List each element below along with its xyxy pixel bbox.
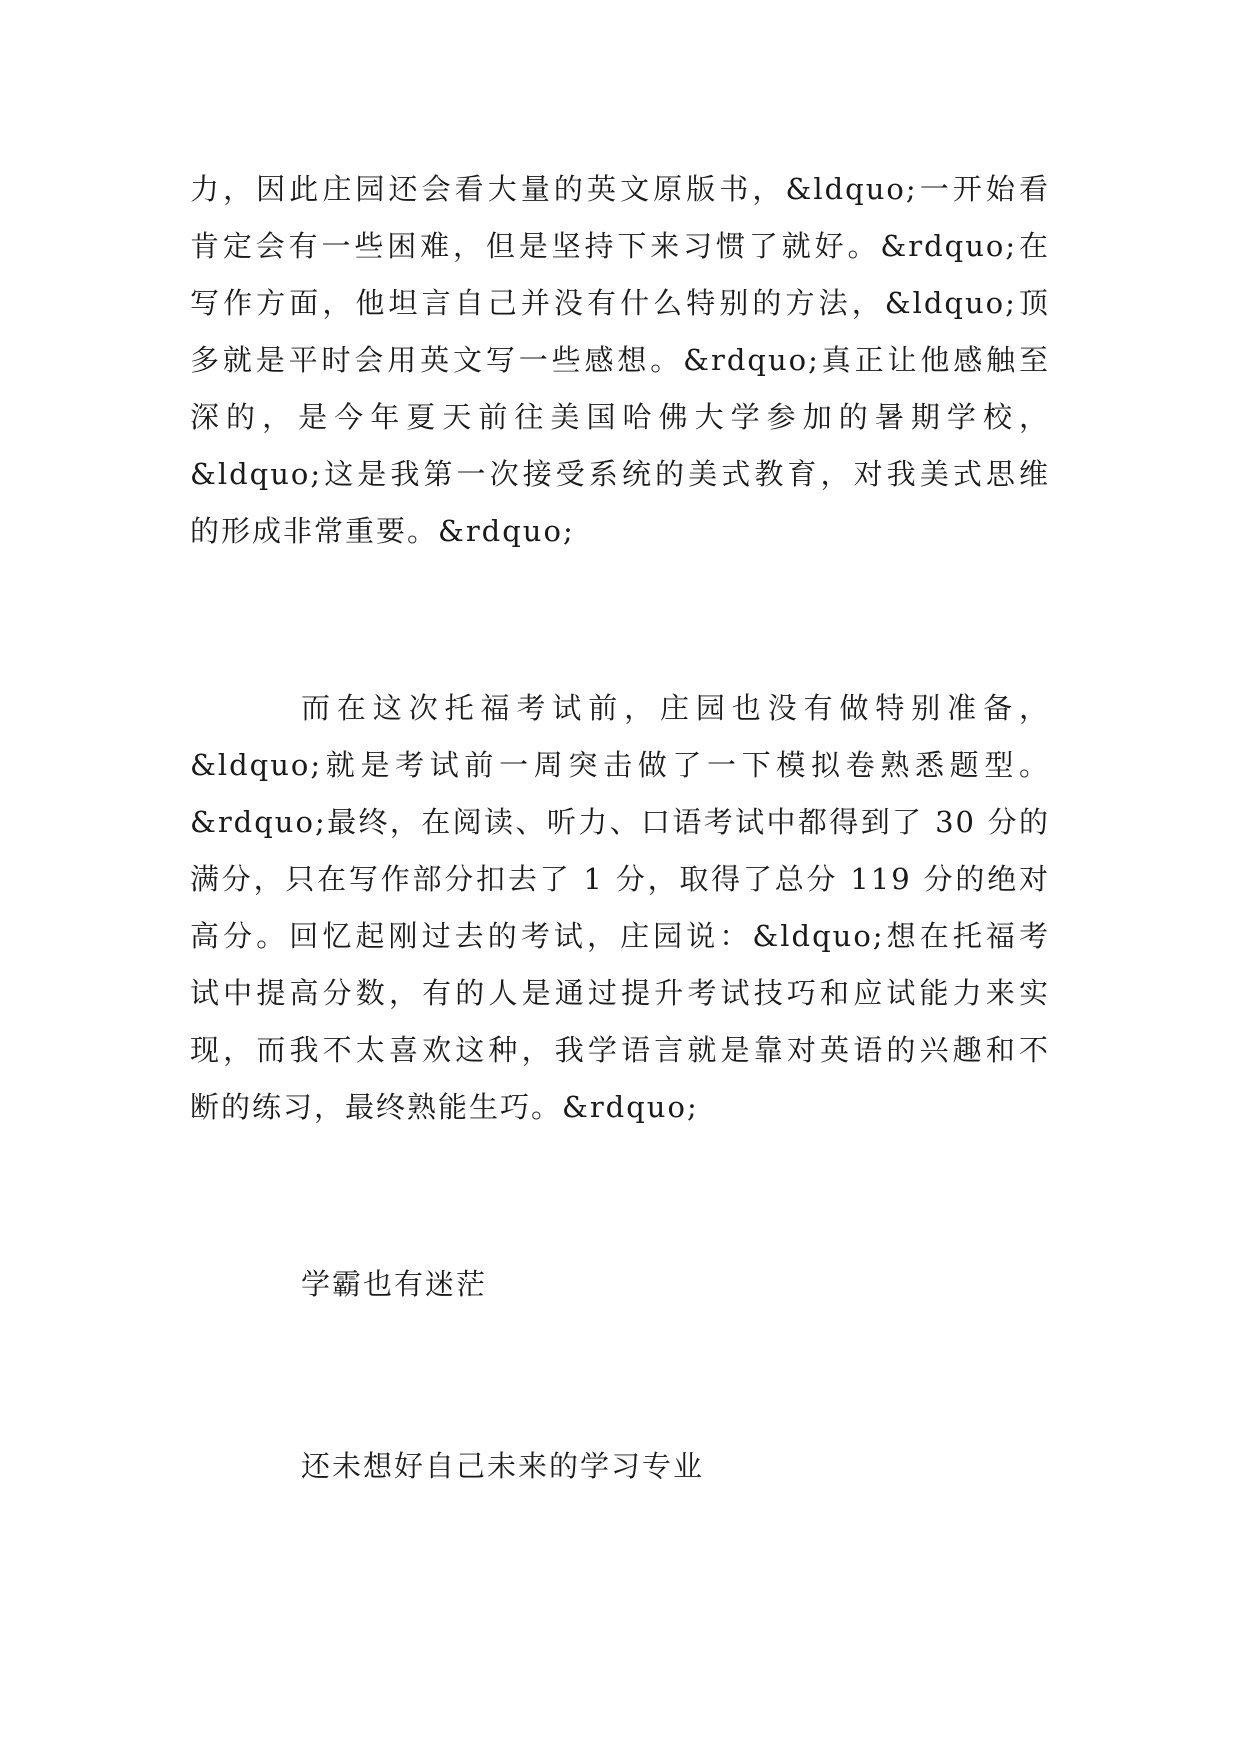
paragraph-line: 现，而我不太喜欢这种，我学语言就是靠对英语的兴趣和不 (190, 1033, 1050, 1067)
paragraph-line: 高分。回忆起刚过去的考试，庄园说：&ldquo;想在托福考 (190, 919, 1050, 953)
paragraph-line: 断的练习，最终熟能生巧。&rdquo; (190, 1090, 699, 1124)
paragraph-line: 深的，是今年夏天前往美国哈佛大学参加的暑期学校， (190, 400, 1050, 434)
paragraph-line: 多就是平时会用英文写一些感想。&rdquo;真正让他感触至 (190, 343, 1050, 377)
paragraph-line: &ldquo;就是考试前一周突击做了一下模拟卷熟悉题型。 (190, 748, 1050, 782)
paragraph-line: 写作方面，他坦言自己并没有什么特别的方法，&ldquo;顶 (190, 286, 1050, 320)
paragraph-line: &rdquo;最终，在阅读、听力、口语考试中都得到了 30 分的 (190, 805, 1050, 839)
paragraph-line: 而在这次托福考试前，庄园也没有做特别准备， (301, 691, 1050, 725)
paragraph-line: 的形成非常重要。&rdquo; (190, 514, 575, 548)
paragraph-line: 满分，只在写作部分扣去了 1 分，取得了总分 119 分的绝对 (190, 862, 1050, 896)
paragraph-line: 肯定会有一些困难，但是坚持下来习惯了就好。&rdquo;在 (190, 229, 1050, 263)
section-subheading: 还未想好自己未来的学习专业 (301, 1449, 705, 1483)
paragraph-line: 力，因此庄园还会看大量的英文原版书，&ldquo;一开始看 (190, 172, 1050, 206)
paragraph-line: &ldquo;这是我第一次接受系统的美式教育，对我美式思维 (190, 457, 1050, 491)
section-heading: 学霸也有迷茫 (301, 1267, 488, 1301)
paragraph-line: 试中提高分数，有的人是通过提升考试技巧和应试能力来实 (190, 976, 1050, 1010)
